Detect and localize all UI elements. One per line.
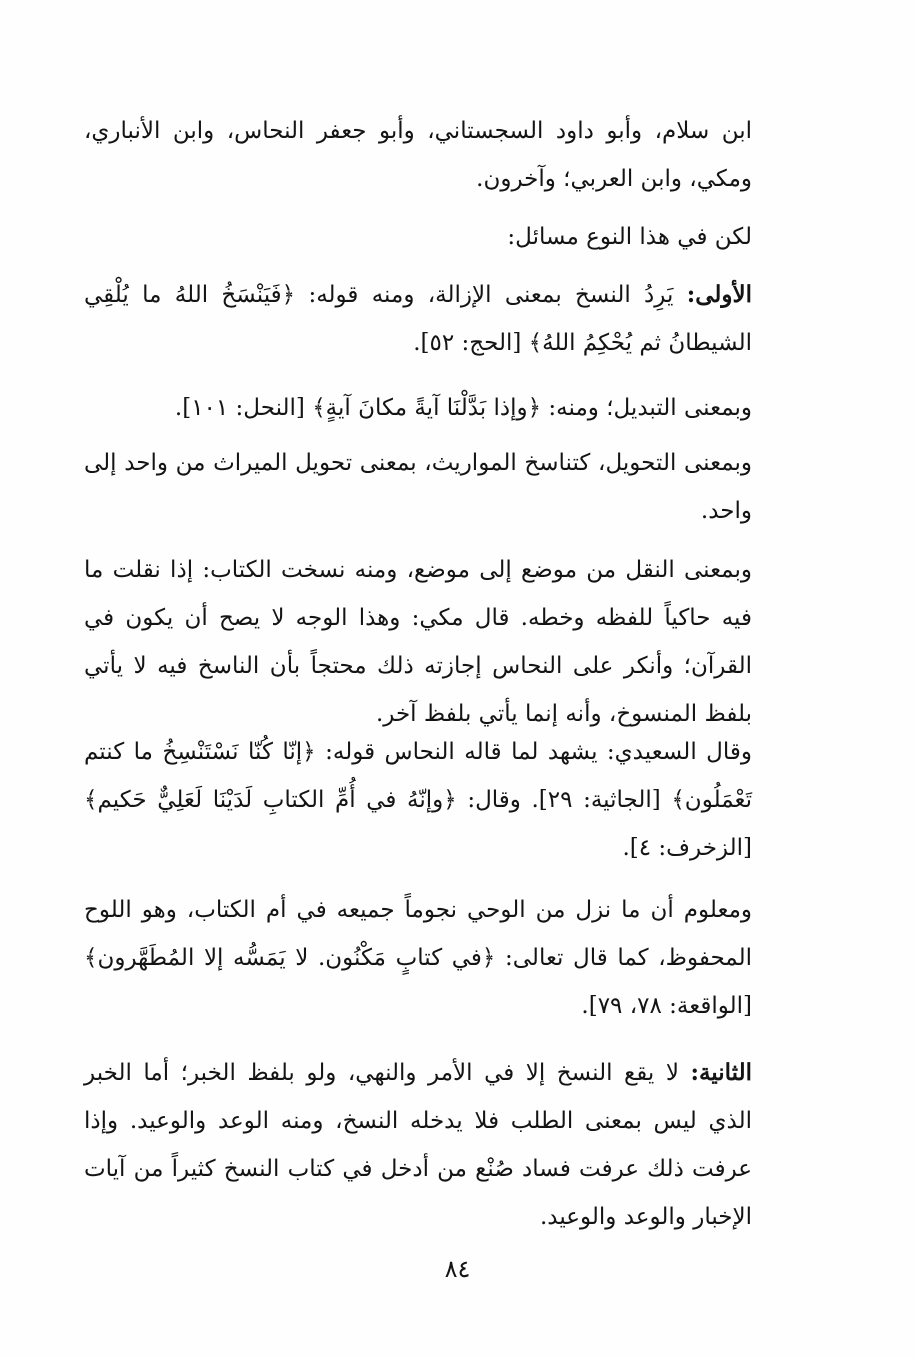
paragraph-6-text: وبمعنى النقل من موضع إلى موضع، ومنه نسخت الكتاب: إذا نقلت ما فيه حاكياً للفظه وخطه. قال مكي: وهذا الوجه لا يصح أن يكون في القرآن؛ وأنكر على النحاس إجازته ذلك محتجاً بأن الناسخ فيه لا يأتي بلفظ المنسوخ، وأنه إنما يأتي بلفظ آخر. <box>84 557 752 727</box>
paragraph-2-text: لكن في هذا النوع مسائل: <box>507 224 752 250</box>
paragraph-3-lead: الأولى: <box>686 281 752 308</box>
page-number: ٨٤ <box>444 1255 471 1283</box>
paragraph-7-text: وقال السعيدي: يشهد لما قاله النحاس قوله: ﴿إنّا كُنّا نَسْتَنْسِخُ ما كنتم تَعْمَلُون﴾ [الجاثية: ٢٩]. وقال: ﴿وإنّهُ في أُمِّ الكتابِ لَدَيْنَا لَعَلِيٌّ حَكيم﴾ [الزخرف: ٤]. <box>84 739 752 861</box>
paragraph-8-text: ومعلوم أن ما نزل من الوحي نجوماً جميعه في أم الكتاب، وهو اللوح المحفوظ، كما قال تعالى: ﴿في كتابٍ مَكْنُون. لا يَمَسُّه إلا المُطَهَّرون﴾ [الواقعة: ٧٨، ٧٩]. <box>84 897 752 1019</box>
paragraph-8 <box>84 886 752 1030</box>
paragraph-9-text: لا يقع النسخ إلا في الأمر والنهي، ولو بلفظ الخبر؛ أما الخبر الذي ليس بمعنى الطلب فلا يدخله النسخ، ومنه الوعد والوعيد. وإذا عرفت ذلك عرفت فساد صُنْع من أدخل في كتاب النسخ كثيراً من آيات الإخبار والوعد والوعيد. <box>84 1060 752 1230</box>
paragraph-5 <box>84 439 752 535</box>
paragraph-3 <box>84 271 752 367</box>
paragraph-7 <box>84 728 752 872</box>
paragraph-9 <box>84 1049 752 1241</box>
paragraph-2 <box>84 213 752 261</box>
paragraph-3-text: يَرِدُ النسخ بمعنى الإزالة، ومنه قوله: ﴿فَيَنْسَخُ اللهُ ما يُلْقِي الشيطانُ ثم يُحْكِمُ اللهُ﴾ [الحج: ٥٢]. <box>84 282 752 356</box>
paragraph-6 <box>84 546 752 738</box>
paragraph-1 <box>84 107 752 203</box>
paragraph-4 <box>84 384 752 432</box>
paragraph-9-lead: الثانية: <box>690 1059 752 1086</box>
paragraph-1-text: ابن سلام، وأبو داود السجستاني، وأبو جعفر النحاس، وابن الأنباري، ومكي، وابن العربي؛ وآخرون. <box>84 118 752 192</box>
paragraph-5-text: وبمعنى التحويل، كتناسخ المواريث، بمعنى تحويل الميراث من واحد إلى واحد. <box>84 450 752 524</box>
paragraph-4-text: وبمعنى التبديل؛ ومنه: ﴿وإذا بَدَّلْنَا آيةً مكانَ آيةٍ﴾ [النحل: ١٠١]. <box>174 395 752 421</box>
